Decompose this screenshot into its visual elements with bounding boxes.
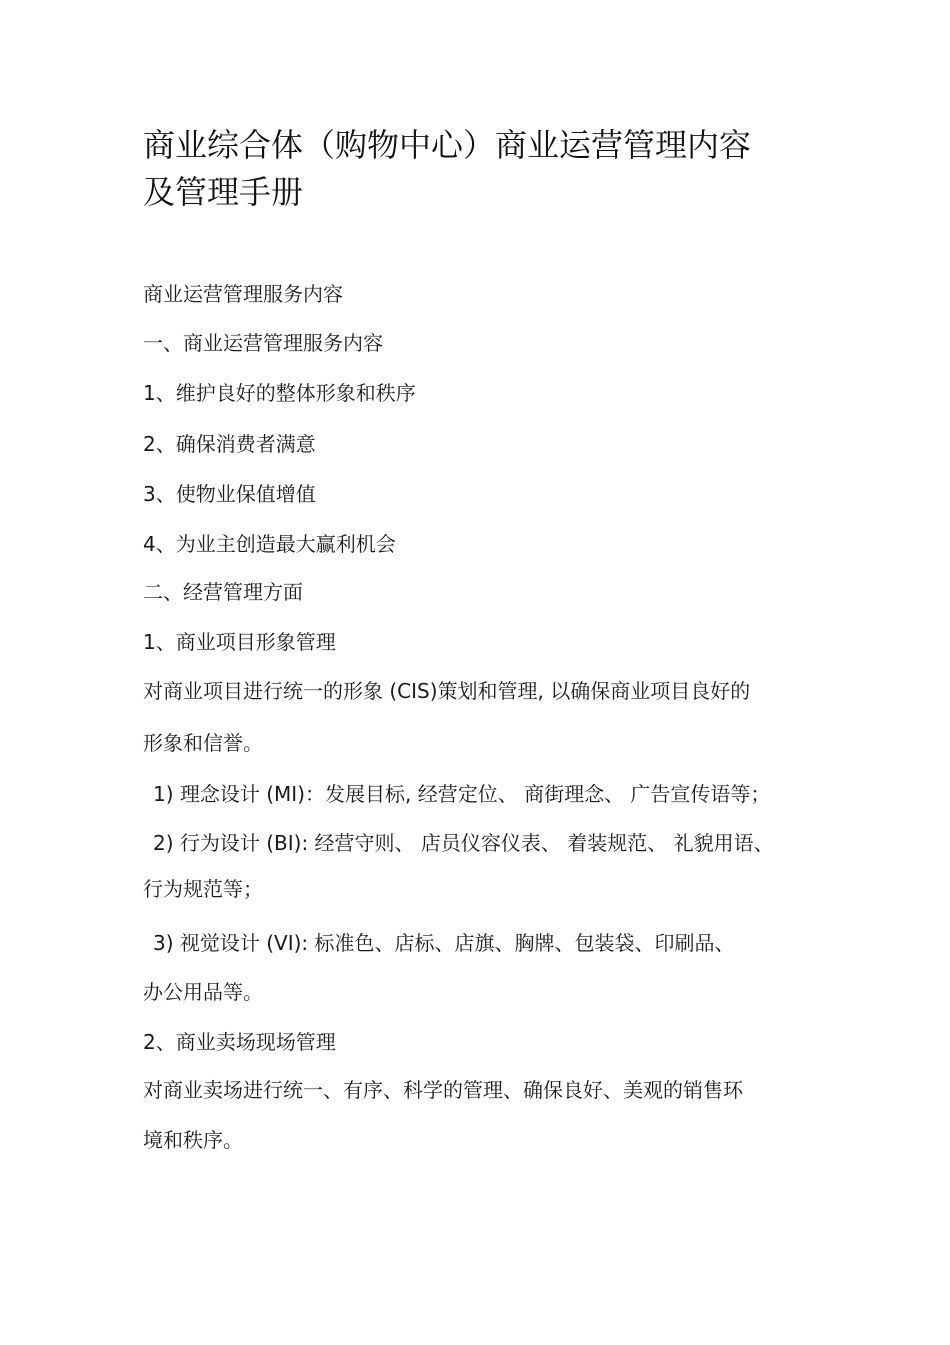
chapter-heading-2: 二、经营管理方面 bbox=[143, 580, 303, 604]
list-item: 2、确保消费者满意 bbox=[143, 432, 316, 456]
subsection-heading: 2、商业卖场现场管理 bbox=[143, 1030, 336, 1054]
chapter-heading-1: 一、商业运营管理服务内容 bbox=[143, 331, 383, 355]
paragraph-line: 对商业卖场进行统一、有序、科学的管理、确保良好、美观的销售环 bbox=[143, 1078, 743, 1102]
sub-item-vi: 3) 视觉设计 (VI): 标准色、店标、店旗、胸牌、包装袋、印刷品、 bbox=[153, 931, 735, 955]
subsection-heading: 1、商业项目形象管理 bbox=[143, 630, 336, 654]
list-item: 3、使物业保值增值 bbox=[143, 482, 316, 506]
paragraph-line: 办公用品等。 bbox=[143, 980, 263, 1004]
document-title-line-2: 及管理手册 bbox=[143, 173, 304, 211]
paragraph-line: 境和秩序。 bbox=[143, 1128, 243, 1152]
paragraph-line: 行为规范等； bbox=[143, 877, 263, 901]
document-title bbox=[143, 122, 823, 216]
section-heading: 商业运营管理服务内容 bbox=[143, 282, 343, 306]
paragraph-line: 对商业项目进行统一的形象 (CIS)策划和管理, 以确保商业项目良好的 bbox=[143, 679, 751, 703]
sub-item-mi: 1) 理念设计 (MI)：发展目标, 经营定位、 商街理念、 广告宣传语等； bbox=[153, 782, 771, 806]
list-item: 4、为业主创造最大赢利机会 bbox=[143, 532, 396, 556]
list-item: 1、维护良好的整体形象和秩序 bbox=[143, 381, 416, 405]
document-title-line-1: 商业综合体（购物中心）商业运营管理内容 bbox=[143, 126, 752, 164]
paragraph-line: 形象和信誉。 bbox=[143, 731, 263, 755]
sub-item-bi: 2) 行为设计 (BI): 经营守则、 店员仪容仪表、 着装规范、 礼貌用语、 bbox=[153, 831, 774, 855]
